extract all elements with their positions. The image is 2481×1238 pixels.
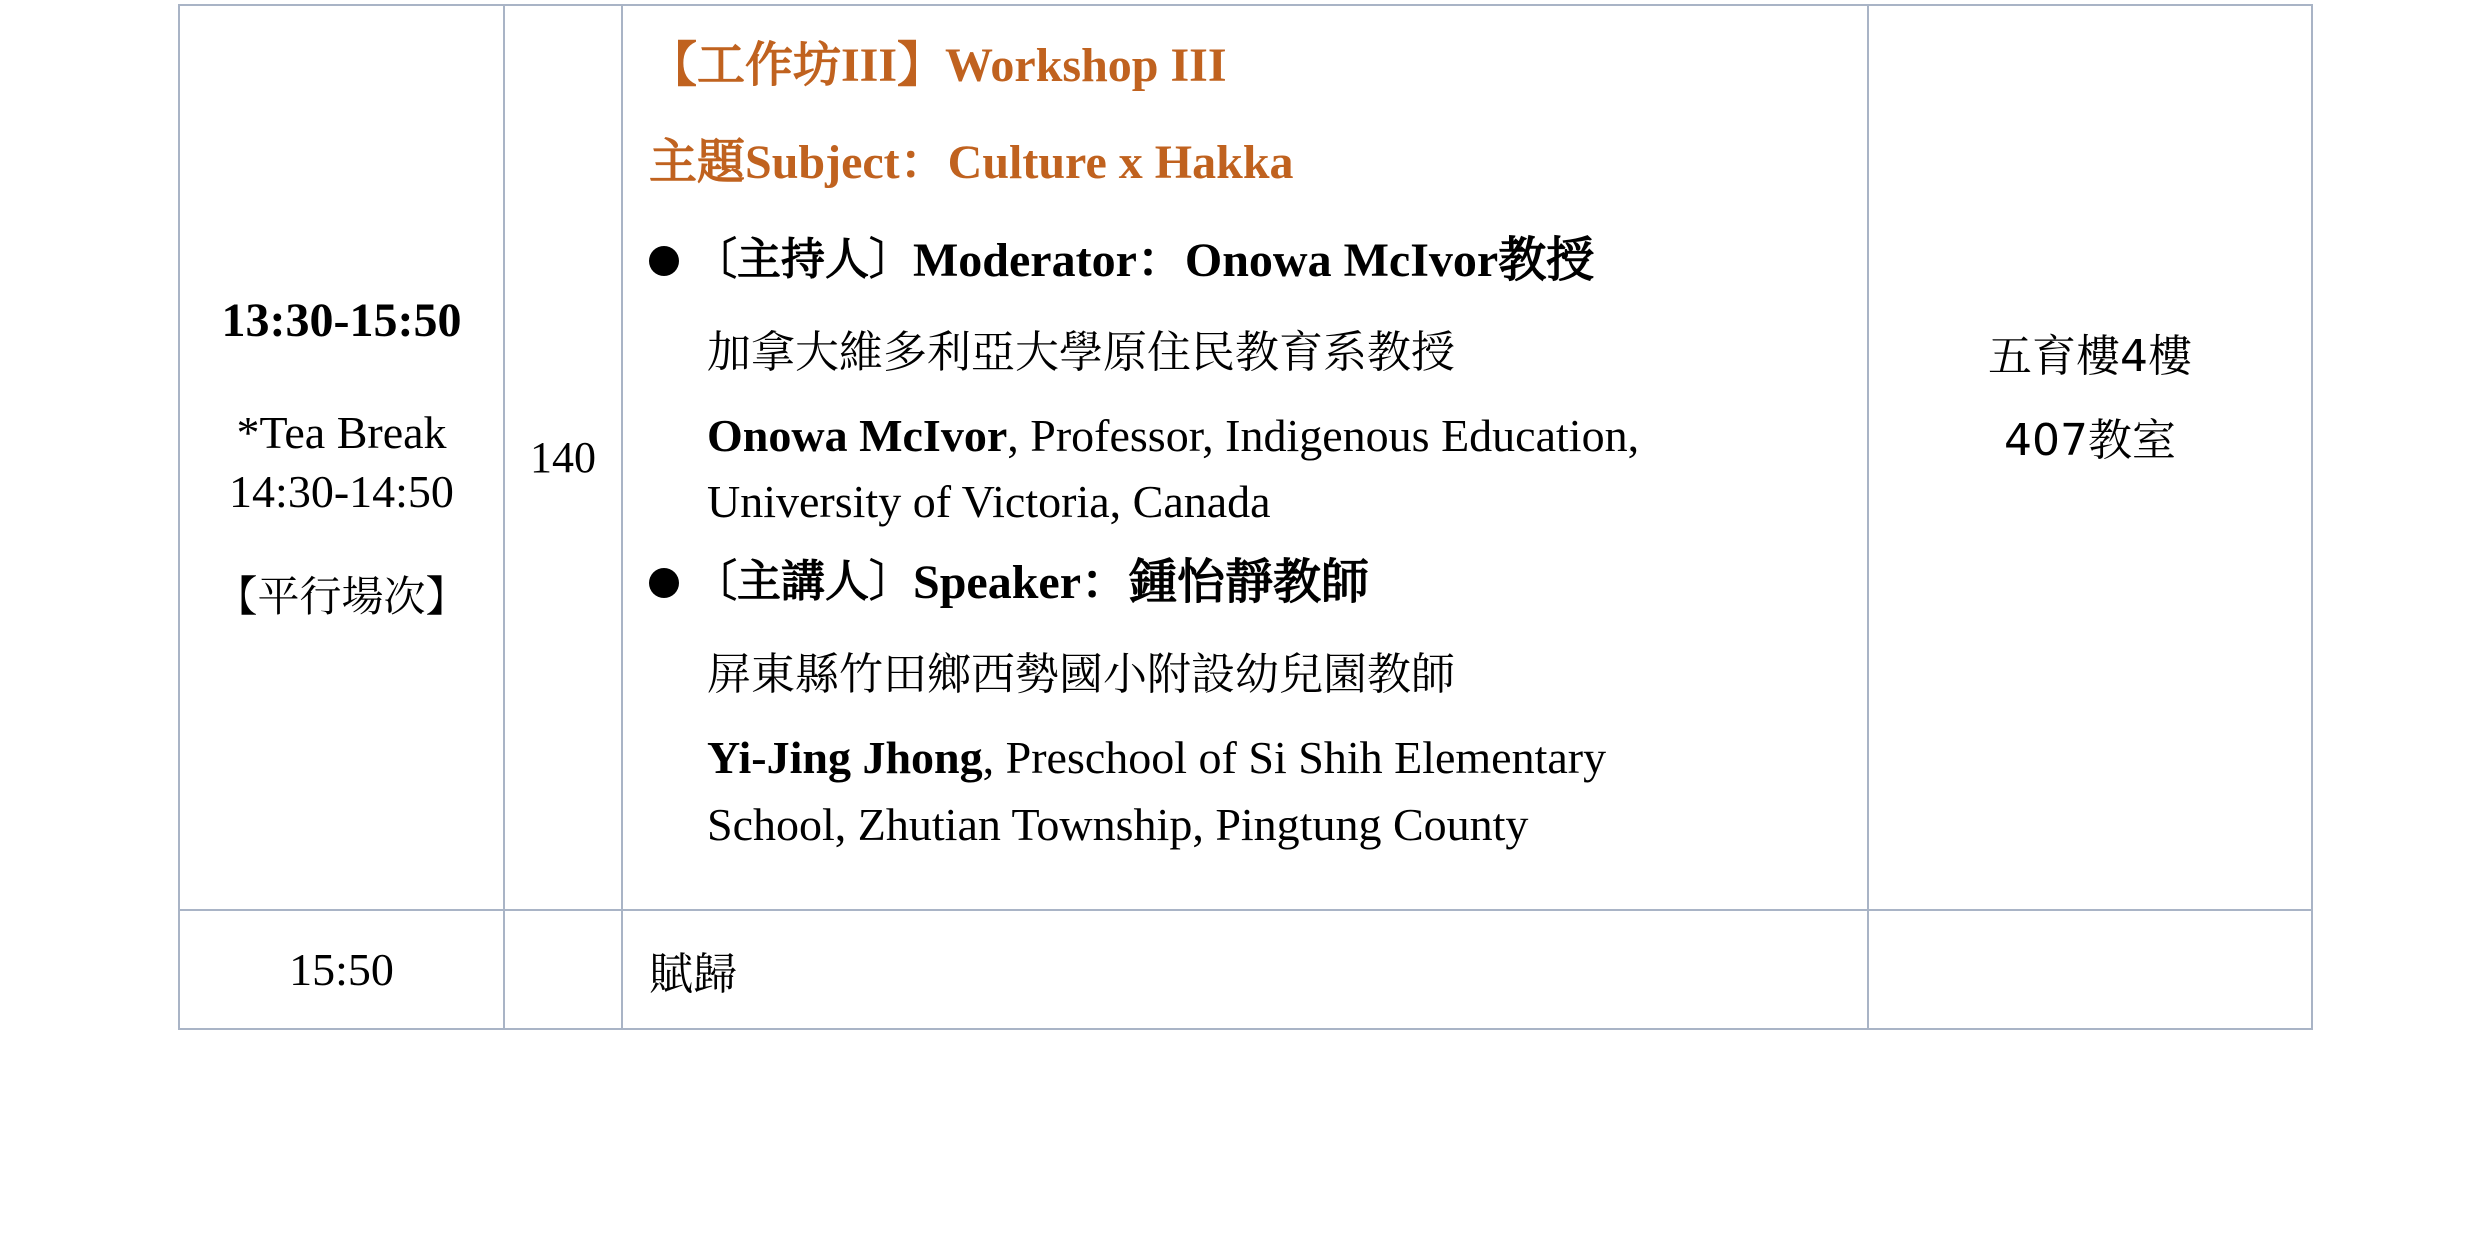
closing-row <box>179 910 2312 1029</box>
moderator-name-en: Onowa McIvor <box>707 409 1008 461</box>
speaker-affiliation-en-line1: , Preschool of Si Shih Elementary <box>982 731 1607 783</box>
bullet-icon <box>649 568 679 598</box>
bullet-icon <box>649 246 679 276</box>
speaker-affiliation-zh: 屏東縣竹田鄉西勢國小附設幼兒園教師 <box>707 648 1455 700</box>
moderator-title: Moderator：Onowa McIvor教授 <box>913 233 1595 287</box>
session-row <box>179 5 2312 910</box>
session-minutes-cell <box>504 5 622 910</box>
tea-break-time: 14:30-14:50 <box>229 466 454 518</box>
moderator-affiliation-en-line1: , Professor, Indigenous Education, <box>1007 409 1640 461</box>
closing-venue <box>1868 910 2312 1029</box>
session-venue-cell <box>1868 5 2312 910</box>
session-time-range: 13:30-15:50 <box>221 294 462 348</box>
speaker-title: Speaker：鍾怡靜教師 <box>913 556 1370 610</box>
speaker-affiliation-en <box>649 725 1847 858</box>
tea-break-label: *Tea Break <box>236 406 447 458</box>
speaker-role-label: 〔主講人〕 <box>693 556 913 608</box>
moderator-affiliation-en-line2: University of Victoria, Canada <box>707 476 1271 528</box>
venue-room: 407教室 <box>2004 414 2176 466</box>
schedule-table <box>178 4 2313 1030</box>
speaker-affiliation-en-line2: School, Zhutian Township, Pingtung County <box>707 798 1529 850</box>
parallel-session-label: 【平行場次】 <box>215 572 468 622</box>
moderator-role-label: 〔主持人〕 <box>693 234 913 286</box>
closing-minutes <box>504 910 622 1029</box>
moderator-heading <box>649 232 1847 290</box>
session-time-cell <box>179 5 504 910</box>
venue-building: 五育樓4樓 <box>1988 330 2192 382</box>
moderator-affiliation-en <box>649 403 1847 536</box>
speaker-name-en: Yi-Jing Jhong <box>707 731 983 783</box>
closing-description: 賦歸 <box>622 910 1868 1029</box>
session-minutes: 140 <box>530 433 596 482</box>
closing-time: 15:50 <box>179 910 504 1029</box>
moderator-affiliation-zh: 加拿大維多利亞大學原住民教育系教授 <box>707 326 1455 378</box>
workshop-title: 【工作坊III】Workshop III <box>649 38 1227 92</box>
workshop-subject: 主題Subject：Culture x Hakka <box>649 136 1294 190</box>
session-description-cell <box>622 5 1868 910</box>
speaker-heading <box>649 554 1847 612</box>
